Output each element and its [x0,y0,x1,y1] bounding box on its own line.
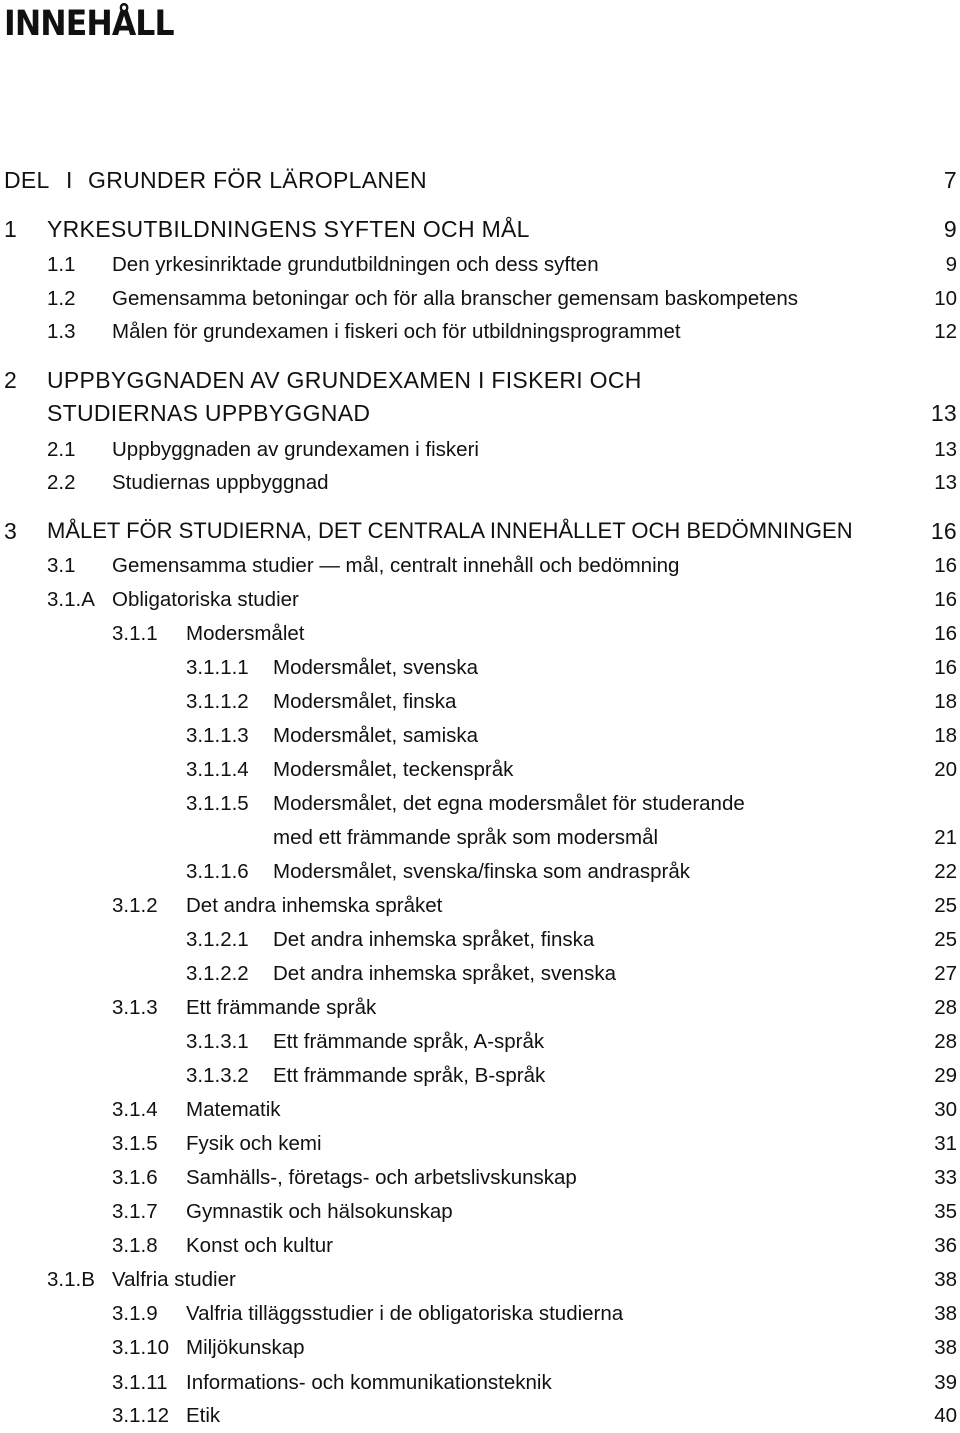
entry-page-number: 9 [945,253,957,276]
toc-entry[interactable] [0,991,960,1025]
entry-page-number: 13 [934,471,957,494]
toc-entry[interactable] [0,1195,960,1229]
entry-title: Det andra inhemska språket, finska [273,928,595,951]
entry-page-number: 35 [934,1200,957,1223]
entry-page-number: 22 [934,860,957,883]
entry-title: Gemensamma betoningar och för alla branscher gemensam baskompetens [112,287,798,310]
entry-title: Det andra inhemska språket, svenska [273,962,616,985]
part-roman-numeral: I [66,167,73,193]
entry-number: 3.1.5 [112,1132,158,1155]
entry-title: Informations- och kommunikationsteknik [186,1371,552,1394]
toc-entry[interactable] [0,1229,960,1263]
entry-number: 3.1.1.3 [186,724,249,747]
entry-page-number: 39 [934,1371,957,1394]
toc-entry[interactable] [0,1161,960,1195]
entry-title: UPPBYGGNADEN AV GRUNDEXAMEN I FISKERI OCH [47,367,642,393]
part-label: DEL [4,167,50,193]
entry-title: Modersmålet [186,622,305,645]
toc-entry[interactable] [0,248,960,282]
entry-page-number: 36 [934,1234,957,1257]
entry-page-number: 38 [934,1336,957,1359]
entry-title: Samhälls-, företags- och arbetslivskunskap [186,1166,577,1189]
entry-title: Konst och kultur [186,1234,333,1257]
toc-entry-continued[interactable] [0,821,960,855]
toc-entry[interactable] [0,315,960,349]
entry-title: Gemensamma studier — mål, centralt innehåll och bedömning [112,554,680,577]
entry-title: YRKESUTBILDNINGENS SYFTEN OCH MÅL [47,216,530,242]
toc-chapter-heading[interactable] [0,363,960,397]
toc-entry[interactable] [0,753,960,787]
entry-title: Modersmålet, svenska [273,656,479,679]
toc-entry[interactable] [0,617,960,651]
entry-number: 3.1.11 [112,1371,168,1394]
entry-number: 1.1 [47,253,76,276]
entry-number: 2 [4,367,18,393]
entry-number: 3.1.3 [112,996,158,1019]
toc-entry[interactable] [0,1025,960,1059]
entry-number: 3.1.9 [112,1302,158,1325]
entry-page-number: 38 [934,1302,957,1325]
toc-chapter-heading[interactable] [0,514,960,548]
entry-title: Obligatoriska studier [112,588,299,611]
entry-title: Modersmålet, det egna modersmålet för studerande [273,792,745,815]
entry-page-number: 16 [934,588,957,611]
entry-number: 3.1.2.1 [186,928,249,951]
entry-number: 3.1.B [47,1268,95,1291]
toc-entry[interactable] [0,1366,960,1400]
toc-entry[interactable] [0,923,960,957]
part-title: GRUNDER FÖR LÄROPLANEN [88,167,427,193]
entry-page-number: 13 [930,400,957,426]
toc-chapter-heading-continued[interactable] [0,396,960,430]
toc-chapter-heading[interactable] [0,212,960,246]
toc-entry[interactable] [0,1059,960,1093]
entry-title: Målen för grundexamen i fiskeri och för utbildningsprogrammet [112,320,681,343]
entry-title: Valfria studier [112,1268,236,1291]
toc-entry[interactable] [0,685,960,719]
toc-entry[interactable] [0,855,960,889]
entry-page-number: 29 [934,1064,957,1087]
entry-page-number: 12 [934,320,957,343]
entry-page-number: 16 [934,656,957,679]
entry-page-number: 16 [934,622,957,645]
entry-title: Miljökunskap [186,1336,305,1359]
entry-title: Modersmålet, teckenspråk [273,758,514,781]
entry-title: STUDIERNAS UPPBYGGNAD [47,400,371,426]
entry-title: Studiernas uppbyggnad [112,471,329,494]
entry-page-number: 33 [934,1166,957,1189]
entry-page-number: 10 [934,287,957,310]
entry-page-number: 28 [934,996,957,1019]
entry-title: Ett främmande språk, A-språk [273,1030,545,1053]
entry-page-number: 16 [930,518,957,544]
entry-number: 3.1.1.5 [186,792,249,815]
entry-number: 3.1.10 [112,1336,169,1359]
entry-number: 3.1.3.2 [186,1064,249,1087]
entry-number: 3.1.7 [112,1200,158,1223]
entry-number: 3.1.8 [112,1234,158,1257]
entry-title: Modersmålet, samiska [273,724,479,747]
entry-number: 3.1.A [47,588,95,611]
entry-title: Ett främmande språk [186,996,377,1019]
toc-entry[interactable] [0,787,960,821]
entry-number: 3.1.3.1 [186,1030,249,1053]
entry-title: med ett främmande språk som modersmål [273,826,659,849]
entry-title: Modersmålet, finska [273,690,457,713]
entry-page-number: 18 [934,690,957,713]
entry-number: 3.1.2 [112,894,158,917]
entry-page-number: 13 [934,438,957,461]
entry-page-number: 20 [934,758,957,781]
entry-title: Det andra inhemska språket [186,894,443,917]
toc-entry[interactable] [0,466,960,500]
entry-page-number: 30 [934,1098,957,1121]
entry-number: 3.1.1.4 [186,758,249,781]
toc-entry[interactable] [0,1093,960,1127]
entry-number: 3.1.6 [112,1166,158,1189]
page-title: INNEHÅLL [4,4,174,44]
entry-page-number: 40 [934,1404,957,1427]
toc-entry[interactable] [0,1127,960,1161]
entry-number: 3.1.2.2 [186,962,249,985]
entry-number: 3.1.1.2 [186,690,249,713]
toc-entry[interactable] [0,1331,960,1365]
entry-page-number: 27 [934,962,957,985]
entry-number: 3.1.1 [112,622,158,645]
toc-entry[interactable] [0,433,960,467]
entry-title: Gymnastik och hälsokunskap [186,1200,453,1223]
entry-number: 3.1.1.6 [186,860,249,883]
entry-page-number: 18 [934,724,957,747]
entry-page-number: 21 [934,826,957,849]
toc-entry[interactable] [0,1399,960,1433]
toc-entry[interactable] [0,719,960,753]
entry-title: Valfria tilläggsstudier i de obligatoriska studierna [186,1302,624,1325]
entry-title: Matematik [186,1098,281,1121]
entry-title: Etik [186,1404,221,1427]
toc-entry[interactable] [0,889,960,923]
entry-number: 3.1 [47,554,76,577]
entry-number: 3 [4,518,18,544]
part-page-number: 7 [943,167,957,193]
entry-title: Fysik och kemi [186,1132,322,1155]
entry-number: 2.2 [47,471,76,494]
entry-page-number: 31 [934,1132,957,1155]
entry-title: Den yrkesinriktade grundutbildningen och dess syften [112,253,599,276]
toc-entry[interactable] [0,1263,960,1297]
entry-page-number: 28 [934,1030,957,1053]
entry-title: Ett främmande språk, B-språk [273,1064,546,1087]
entry-title: Modersmålet, svenska/finska som andraspråk [273,860,691,883]
entry-page-number: 9 [943,216,957,242]
entry-number: 2.1 [47,438,76,461]
toc-entry[interactable] [0,957,960,991]
entry-number: 1.2 [47,287,76,310]
entry-page-number: 25 [934,894,957,917]
entry-number: 1 [4,216,18,242]
entry-title: Uppbyggnaden av grundexamen i fiskeri [112,438,479,461]
entry-number: 3.1.1.1 [186,656,249,679]
toc-entry[interactable] [0,282,960,316]
entry-page-number: 25 [934,928,957,951]
entry-number: 1.3 [47,320,76,343]
entry-page-number: 16 [934,554,957,577]
toc-entry[interactable] [0,651,960,685]
entry-page-number: 38 [934,1268,957,1291]
toc-part-heading[interactable] [0,163,960,197]
entry-number: 3.1.12 [112,1404,169,1427]
entry-number: 3.1.4 [112,1098,158,1121]
toc-entry[interactable] [0,1297,960,1331]
toc-entry[interactable] [0,549,960,583]
toc-entry[interactable] [0,583,960,617]
entry-title: MÅLET FÖR STUDIERNA, DET CENTRALA INNEHÅLLET OCH BEDÖMNINGEN [47,518,853,543]
